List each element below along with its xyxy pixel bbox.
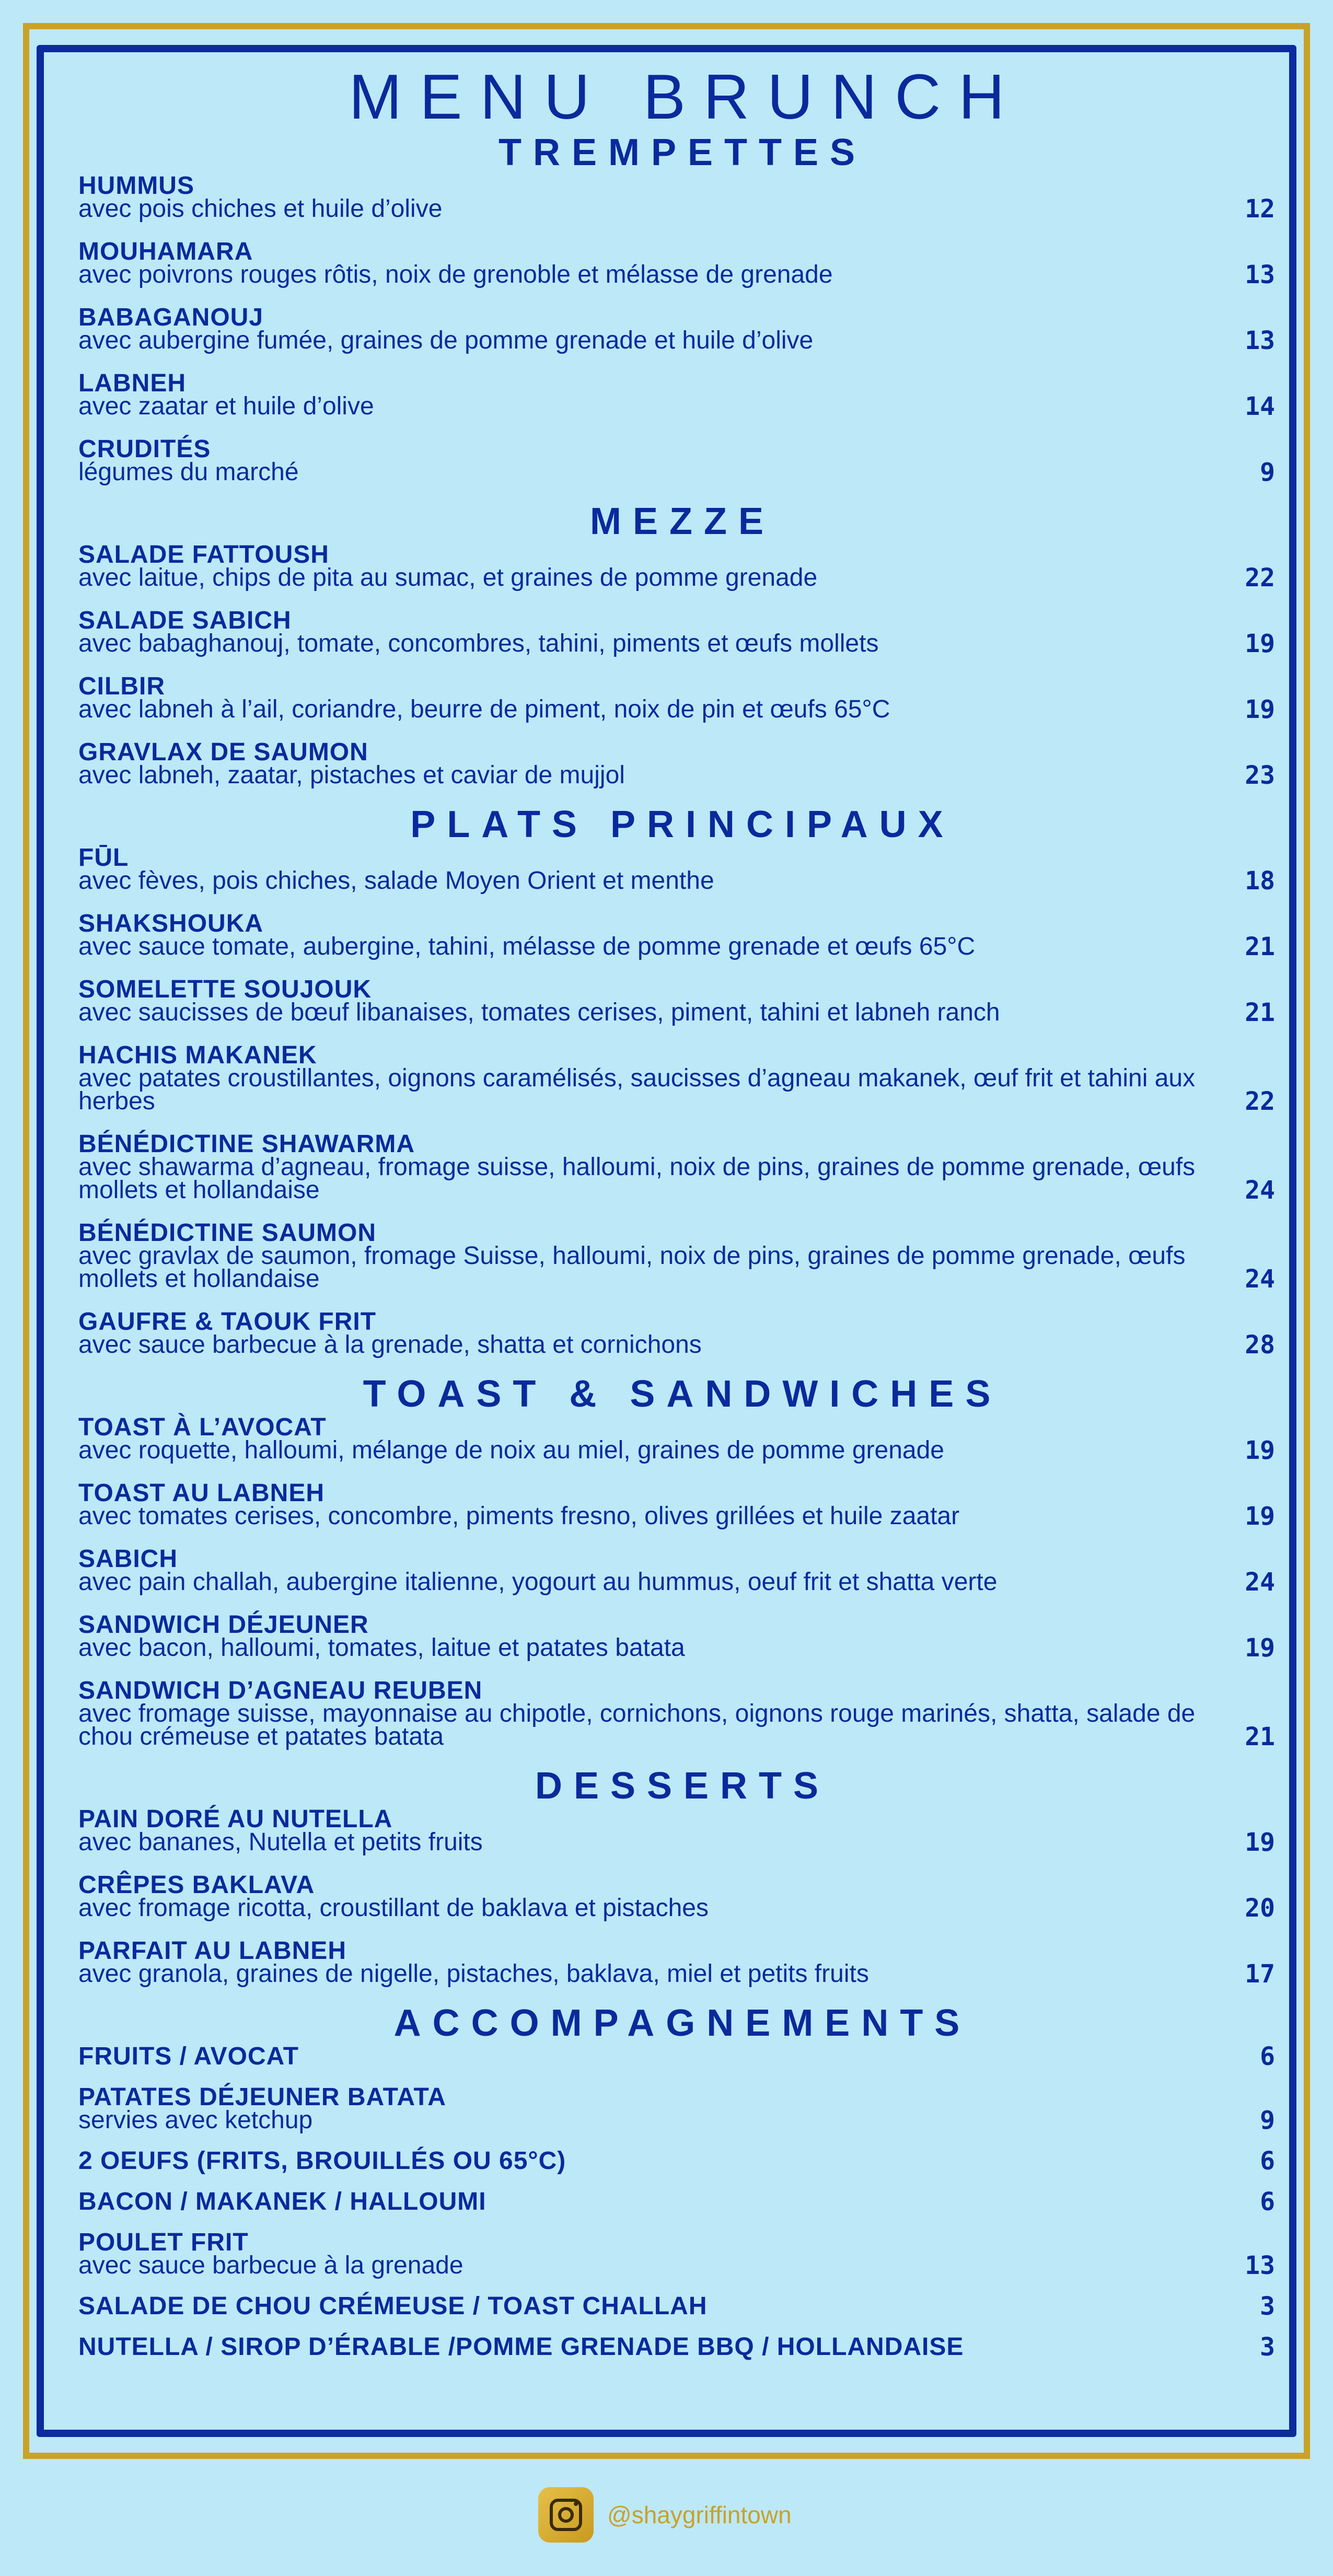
menu-item — [78, 2042, 1275, 2071]
menu-item-name: POULET FRIT — [78, 2229, 249, 2256]
menu-item — [78, 1677, 1275, 1751]
menu-item-price: 24 — [1245, 1264, 1275, 1294]
menu-item — [78, 1041, 1275, 1116]
menu-item-description: avec fromage suisse, mayonnaise au chipotle, cornichons, oignons rouge marinés, shatta, salade de chou crémeuse et patates batata — [78, 1700, 1196, 1750]
menu-item-price: 18 — [1245, 866, 1275, 896]
menu-item-price: 24 — [1245, 1176, 1275, 1205]
menu-item-description: avec tomates cerises, concombre, piments fresno, olives grillées et huile zaatar — [78, 1502, 960, 1530]
menu-item-name: CRÊPES BAKLAVA — [78, 1871, 315, 1899]
menu-item-description: avec labneh, zaatar, pistaches et caviar de mujjol — [78, 761, 625, 789]
footer — [538, 2486, 792, 2544]
menu-item-description: légumes du marché — [78, 458, 299, 486]
menu-item — [78, 2083, 1275, 2135]
menu-item-price: 19 — [1245, 629, 1275, 658]
menu-item-description: avec zaatar et huile d’olive — [78, 392, 374, 420]
section-heading: DESSERTS — [535, 1765, 830, 1807]
menu-item-name: BÉNÉDICTINE SHAWARMA — [78, 1130, 415, 1158]
menu-item-price: 21 — [1245, 1722, 1275, 1751]
menu-item-name: HUMMUS — [78, 172, 194, 200]
menu-item-price: 14 — [1245, 392, 1275, 421]
menu-item-price: 22 — [1245, 1087, 1275, 1116]
menu-item-description: avec bacon, halloumi, tomates, laitue et patates batata — [78, 1634, 685, 1662]
menu-item-name: PARFAIT AU LABNEH — [78, 1937, 346, 1965]
menu-item-name: NUTELLA / SIROP D’ÉRABLE /POMME GRENADE BBQ / HOLLANDAISE — [78, 2333, 964, 2361]
menu-item-name: SALADE DE CHOU CRÉMEUSE / TOAST CHALLAH — [78, 2292, 708, 2320]
menu-item-name: PAIN DORÉ AU NUTELLA — [78, 1805, 393, 1833]
menu-item-name: CRUDITÉS — [78, 435, 211, 463]
menu-item-name: TOAST À L’AVOCAT — [78, 1413, 327, 1441]
section-heading: TOAST & SANDWICHES — [363, 1373, 1002, 1415]
menu-item-price: 17 — [1245, 1959, 1275, 1989]
menu-item-price: 21 — [1245, 998, 1275, 1027]
menu-item-description: avec gravlax de saumon, fromage Suisse, halloumi, noix de pins, graines de pomme grenade, œufs mollets et hollandaise — [78, 1242, 1186, 1293]
menu-item-name: SANDWICH D’AGNEAU REUBEN — [78, 1677, 483, 1704]
menu-item — [78, 976, 1275, 1027]
menu-item — [78, 369, 1275, 421]
menu-item — [78, 172, 1275, 224]
menu-item-description: avec pois chiches et huile d’olive — [78, 195, 443, 223]
menu-item-name: FRUITS / AVOCAT — [78, 2043, 299, 2070]
menu-item-price: 9 — [1260, 458, 1275, 487]
menu-item — [78, 304, 1275, 355]
menu-item-price: 3 — [1260, 2292, 1275, 2321]
menu-item-name: SANDWICH DÉJEUNER — [78, 1611, 369, 1639]
menu-item-description: avec laitue, chips de pita au sumac, et graines de pomme grenade — [78, 564, 818, 591]
menu-item-description: avec poivrons rouges rôtis, noix de grenoble et mélasse de grenade — [78, 261, 833, 288]
menu-item-price: 6 — [1260, 2187, 1275, 2217]
menu-item — [78, 1130, 1275, 1205]
menu-item-name: HACHIS MAKANEK — [78, 1041, 317, 1069]
menu-item-description: avec babaghanouj, tomate, concombres, tahini, piments et œufs mollets — [78, 630, 879, 657]
menu-item-price: 6 — [1260, 2042, 1275, 2071]
menu-item-price: 19 — [1245, 1436, 1275, 1465]
menu-item — [78, 607, 1275, 658]
menu-item-description: avec saucisses de bœuf libanaises, tomates cerises, piment, tahini et labneh ranch — [78, 999, 1000, 1026]
menu-item — [78, 238, 1275, 289]
menu-item-name: PATATES DÉJEUNER BATATA — [78, 2083, 446, 2111]
instagram-icon[interactable] — [538, 2487, 594, 2543]
menu-item — [78, 2187, 1275, 2217]
section-heading: MEZZE — [590, 501, 775, 542]
menu-item-description: avec bananes, Nutella et petits fruits — [78, 1828, 483, 1856]
menu-item — [78, 1219, 1275, 1294]
menu-item — [78, 844, 1275, 896]
menu-item-name: FŪL — [78, 844, 129, 872]
menu-item-price: 13 — [1245, 260, 1275, 289]
menu-item — [78, 541, 1275, 593]
menu-item-name: CILBIR — [78, 672, 165, 700]
menu-item — [78, 1413, 1275, 1465]
menu-item-name: GAUFRE & TAOUK FRIT — [78, 1308, 377, 1336]
menu-item-name: 2 OEUFS (FRITS, BROUILLÉS OU 65°C) — [78, 2147, 566, 2175]
menu-item — [78, 1545, 1275, 1597]
menu-item-name: LABNEH — [78, 369, 186, 397]
menu-item-price: 9 — [1260, 2106, 1275, 2135]
menu-item-description: avec shawarma d’agneau, fromage suisse, halloumi, noix de pins, graines de pomme grenade, œufs mollets et hollandaise — [78, 1153, 1196, 1204]
menu-item-description: avec patates croustillantes, oignons caramélisés, saucisses d’agneau makanek, œuf frit et tahini aux herbes — [78, 1064, 1196, 1115]
menu-item-price: 23 — [1245, 761, 1275, 790]
menu-item — [78, 672, 1275, 724]
menu-item-price: 28 — [1245, 1330, 1275, 1360]
menu-item — [78, 2292, 1275, 2321]
menu-item-description: avec sauce barbecue à la grenade — [78, 2252, 463, 2279]
menu-item-price: 24 — [1245, 1568, 1275, 1597]
menu-item — [78, 2229, 1275, 2280]
menu-item-price: 13 — [1245, 326, 1275, 355]
menu-item-description: avec sauce barbecue à la grenade, shatta et cornichons — [78, 1331, 702, 1359]
menu-item — [78, 1937, 1275, 1989]
menu-item-price: 6 — [1260, 2146, 1275, 2176]
menu-item-description: avec aubergine fumée, graines de pomme grenade et huile d’olive — [78, 327, 814, 354]
menu-item-name: BÉNÉDICTINE SAUMON — [78, 1219, 377, 1247]
menu-item-description: avec sauce tomate, aubergine, tahini, mélasse de pomme grenade et œufs 65°C — [78, 933, 976, 960]
menu-item — [78, 435, 1275, 487]
menu-item-price: 12 — [1245, 194, 1275, 224]
menu-item-name: BACON / MAKANEK / HALLOUMI — [78, 2188, 486, 2215]
menu-item — [78, 910, 1275, 961]
menu-item-name: BABAGANOUJ — [78, 304, 264, 331]
menu-item-price: 21 — [1245, 932, 1275, 961]
menu-item-price: 13 — [1245, 2251, 1275, 2280]
section-heading: TREMPETTES — [498, 132, 867, 173]
menu-sections — [78, 131, 1275, 2362]
menu-item-description: avec labneh à l’ail, coriandre, beurre de piment, noix de pin et œufs 65°C — [78, 695, 890, 723]
menu-item-description: avec roquette, halloumi, mélange de noix au miel, graines de pomme grenade — [78, 1436, 944, 1464]
menu-item-price: 19 — [1245, 695, 1275, 724]
menu-item — [78, 1871, 1275, 1923]
menu-item — [78, 1805, 1275, 1857]
menu-item-description: avec pain challah, aubergine italienne, yogourt au hummus, oeuf frit et shatta verte — [78, 1568, 998, 1596]
menu-item-description: avec fromage ricotta, croustillant de baklava et pistaches — [78, 1894, 709, 1922]
menu-item-name: GRAVLAX DE SAUMON — [78, 738, 368, 766]
menu-item-description: servies avec ketchup — [78, 2106, 313, 2134]
section-heading: PLATS PRINCIPAUX — [410, 804, 955, 845]
menu-item — [78, 1611, 1275, 1663]
instagram-handle[interactable]: @shaygriffintown — [607, 2501, 792, 2528]
menu-item-name: SABICH — [78, 1545, 178, 1573]
menu-item-name: SHAKSHOUKA — [78, 910, 264, 937]
menu-item — [78, 1308, 1275, 1360]
menu-item-name: MOUHAMARA — [78, 238, 253, 265]
menu-item-price: 19 — [1245, 1502, 1275, 1531]
section-heading: ACCOMPAGNEMENTS — [393, 2002, 971, 2044]
menu-item-name: SALADE SABICH — [78, 607, 292, 634]
menu-item — [78, 2146, 1275, 2176]
menu-item-price: 3 — [1260, 2333, 1275, 2362]
menu-content — [78, 57, 1275, 2362]
menu-item-name: SOMELETTE SOUJOUK — [78, 976, 372, 1003]
menu-item-price: 19 — [1245, 1633, 1275, 1663]
menu-item-price: 22 — [1245, 563, 1275, 593]
menu-item — [78, 2333, 1275, 2362]
menu-item-description: avec granola, graines de nigelle, pistaches, baklava, miel et petits fruits — [78, 1960, 869, 1988]
menu-item — [78, 1479, 1275, 1531]
menu-item — [78, 738, 1275, 790]
menu-item-name: SALADE FATTOUSH — [78, 541, 329, 568]
menu-item-name: TOAST AU LABNEH — [78, 1479, 324, 1507]
menu-title: MENU BRUNCH — [349, 61, 1023, 132]
menu-item-price: 19 — [1245, 1828, 1275, 1857]
menu-item-price: 20 — [1245, 1894, 1275, 1923]
menu-item-description: avec fèves, pois chiches, salade Moyen Orient et menthe — [78, 867, 714, 895]
